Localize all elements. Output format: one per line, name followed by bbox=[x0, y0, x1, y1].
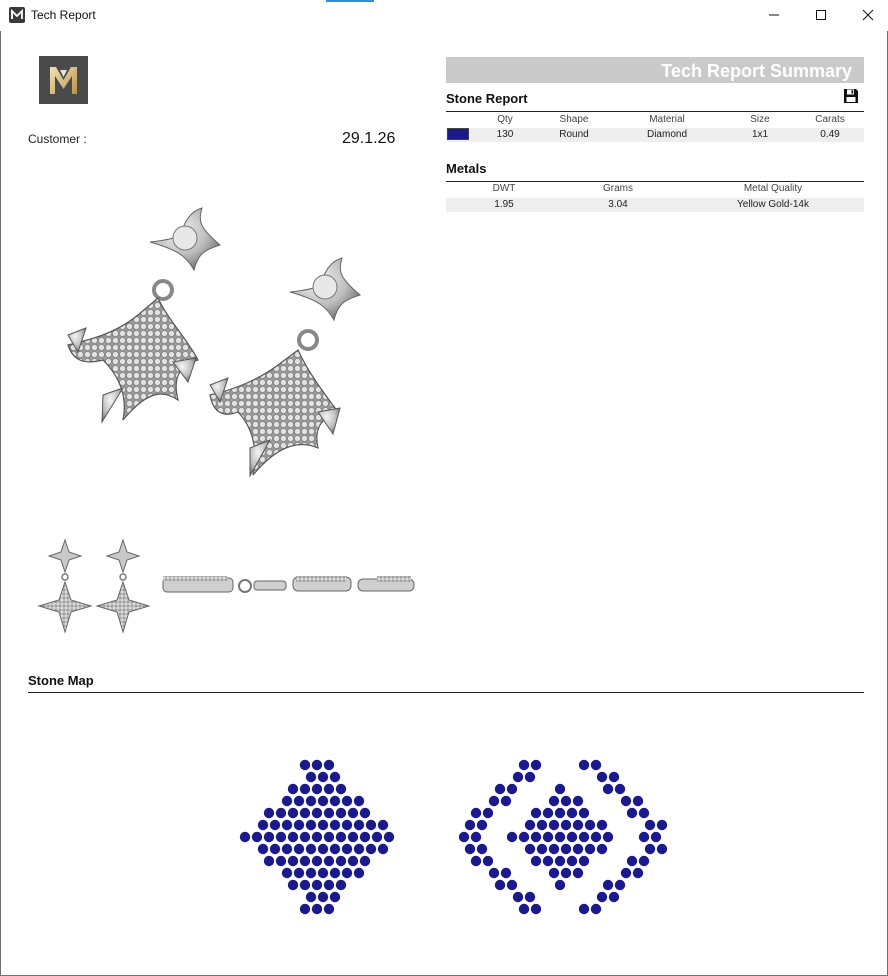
stone-dot bbox=[645, 844, 655, 854]
stone-dot bbox=[336, 856, 346, 866]
close-button[interactable] bbox=[845, 0, 888, 30]
stone-dot bbox=[258, 820, 268, 830]
save-icon[interactable] bbox=[843, 88, 859, 104]
stone-dot bbox=[639, 832, 649, 842]
stone-dot bbox=[597, 892, 607, 902]
stone-dot bbox=[336, 808, 346, 818]
window-title: Tech Report bbox=[31, 8, 96, 22]
stone-dot bbox=[525, 844, 535, 854]
stone-dot bbox=[579, 832, 589, 842]
stone-dot bbox=[465, 820, 475, 830]
stone-dot bbox=[312, 760, 322, 770]
stone-dot bbox=[567, 832, 577, 842]
summary-title: Tech Report Summary bbox=[661, 61, 852, 81]
stone-dot bbox=[537, 844, 547, 854]
stone-dot bbox=[603, 784, 613, 794]
stone-dot bbox=[330, 796, 340, 806]
stone-dot bbox=[300, 904, 310, 914]
stone-dot bbox=[531, 808, 541, 818]
stone-dot bbox=[306, 892, 316, 902]
metals-header-grams: Grams bbox=[603, 183, 633, 194]
stone-dot bbox=[483, 808, 493, 818]
stone-dot bbox=[300, 856, 310, 866]
stone-dot bbox=[324, 856, 334, 866]
stone-dot bbox=[471, 808, 481, 818]
stone-dot bbox=[318, 796, 328, 806]
stone-dot bbox=[300, 880, 310, 890]
stone-dot bbox=[294, 796, 304, 806]
stone-dot bbox=[597, 820, 607, 830]
stone-dot bbox=[615, 880, 625, 890]
stone-dot bbox=[591, 904, 601, 914]
maximize-icon bbox=[815, 9, 827, 21]
stone-dot bbox=[603, 880, 613, 890]
stone-dot bbox=[264, 832, 274, 842]
stone-dot bbox=[288, 856, 298, 866]
stone-dot bbox=[282, 796, 292, 806]
company-logo bbox=[39, 56, 88, 104]
thumb-right-earring bbox=[97, 540, 149, 632]
stone-dot bbox=[567, 856, 577, 866]
stone-dot bbox=[525, 892, 535, 902]
stone-dot bbox=[603, 832, 613, 842]
stone-dot bbox=[555, 856, 565, 866]
stone-dot bbox=[579, 760, 589, 770]
stone-color-swatch bbox=[447, 128, 469, 140]
stone-dot bbox=[330, 892, 340, 902]
stone-dot bbox=[318, 772, 328, 782]
stone-dot bbox=[507, 784, 517, 794]
stone-dot bbox=[348, 832, 358, 842]
stone-dot bbox=[354, 868, 364, 878]
front-view-thumbnail[interactable] bbox=[36, 538, 154, 634]
stone-dot bbox=[354, 820, 364, 830]
stone-dot bbox=[300, 760, 310, 770]
stone-dot bbox=[324, 880, 334, 890]
stone-dot bbox=[342, 844, 352, 854]
stone-dot bbox=[561, 820, 571, 830]
close-icon bbox=[862, 9, 874, 21]
stone-dot bbox=[537, 820, 547, 830]
stone-dot bbox=[318, 820, 328, 830]
minimize-button[interactable] bbox=[751, 0, 797, 30]
stone-dot bbox=[288, 832, 298, 842]
stone-dot bbox=[657, 844, 667, 854]
stone-dot bbox=[633, 868, 643, 878]
left-earring-shape bbox=[68, 208, 220, 422]
stone-dot bbox=[312, 808, 322, 818]
stone-dot bbox=[561, 796, 571, 806]
stone-dot bbox=[300, 832, 310, 842]
stone-dot bbox=[477, 820, 487, 830]
stone-dot bbox=[330, 844, 340, 854]
stone-dot bbox=[252, 832, 262, 842]
stone-dot bbox=[567, 808, 577, 818]
stone-dot bbox=[360, 808, 370, 818]
stone-dot bbox=[258, 844, 268, 854]
stone-dot bbox=[513, 892, 523, 902]
stone-header-carats: Carats bbox=[815, 114, 845, 125]
stone-qty: 130 bbox=[496, 129, 514, 140]
stone-map-rule bbox=[28, 692, 864, 693]
stone-dot bbox=[621, 868, 631, 878]
stone-dot bbox=[330, 868, 340, 878]
stone-dot bbox=[264, 808, 274, 818]
stone-carats: 0.49 bbox=[820, 129, 840, 140]
stone-dot bbox=[495, 784, 505, 794]
stone-dot bbox=[294, 868, 304, 878]
stone-dot bbox=[549, 796, 559, 806]
stone-dot bbox=[300, 784, 310, 794]
stone-dot bbox=[555, 784, 565, 794]
angle-view-thumbnail[interactable] bbox=[357, 573, 415, 595]
stone-dot bbox=[501, 796, 511, 806]
stone-dot bbox=[240, 832, 250, 842]
stone-dot bbox=[531, 760, 541, 770]
stone-dot bbox=[627, 856, 637, 866]
stone-dot bbox=[477, 844, 487, 854]
stone-dot bbox=[276, 856, 286, 866]
stone-dot bbox=[609, 772, 619, 782]
stone-dot bbox=[282, 820, 292, 830]
stone-map-title: Stone Map bbox=[28, 673, 94, 688]
stone-dot bbox=[348, 856, 358, 866]
stone-dot bbox=[651, 832, 661, 842]
stone-dot bbox=[384, 832, 394, 842]
stone-dot bbox=[597, 844, 607, 854]
stone-dot bbox=[282, 868, 292, 878]
stone-dot bbox=[519, 832, 529, 842]
stone-dot bbox=[324, 760, 334, 770]
stone-dot bbox=[501, 868, 511, 878]
maximize-button[interactable] bbox=[798, 0, 844, 30]
top-view-thumbnail[interactable] bbox=[292, 573, 352, 595]
stone-dot bbox=[591, 760, 601, 770]
stone-dot bbox=[483, 856, 493, 866]
stone-dot bbox=[294, 820, 304, 830]
metals-rule bbox=[446, 181, 864, 182]
stone-dot bbox=[330, 772, 340, 782]
minimize-icon bbox=[768, 9, 780, 21]
stone-dot bbox=[555, 832, 565, 842]
stone-header-material: Material bbox=[649, 114, 685, 125]
stone-dot bbox=[585, 844, 595, 854]
stone-dot bbox=[270, 844, 280, 854]
stone-dot bbox=[306, 868, 316, 878]
stone-dot bbox=[288, 880, 298, 890]
stone-dot bbox=[465, 844, 475, 854]
metals-title: Metals bbox=[446, 161, 487, 176]
stone-dot bbox=[579, 856, 589, 866]
stone-dot bbox=[513, 772, 523, 782]
stone-dot bbox=[306, 772, 316, 782]
stone-dot bbox=[324, 832, 334, 842]
stone-dot bbox=[318, 892, 328, 902]
stone-dot bbox=[324, 808, 334, 818]
stone-report-rule bbox=[446, 111, 864, 112]
stone-header-size: Size bbox=[750, 114, 770, 125]
stone-dot bbox=[597, 772, 607, 782]
stone-dot bbox=[270, 820, 280, 830]
stone-dot bbox=[354, 844, 364, 854]
stone-dot bbox=[318, 844, 328, 854]
app-logo-icon bbox=[9, 7, 25, 23]
title-bar bbox=[0, 0, 888, 31]
stone-dot bbox=[585, 820, 595, 830]
stone-dot bbox=[507, 832, 517, 842]
metal-quality: Yellow Gold-14k bbox=[737, 199, 809, 210]
stone-dot bbox=[306, 820, 316, 830]
stone-dot bbox=[312, 784, 322, 794]
stone-shape: Round bbox=[559, 129, 589, 140]
stone-dot bbox=[639, 856, 649, 866]
stone-dot bbox=[531, 832, 541, 842]
stone-dot bbox=[519, 904, 529, 914]
stone-map-diagram bbox=[230, 750, 670, 925]
stone-dot bbox=[324, 904, 334, 914]
stone-dot bbox=[471, 832, 481, 842]
stone-dot bbox=[543, 856, 553, 866]
stone-dot bbox=[354, 796, 364, 806]
stone-dot bbox=[489, 868, 499, 878]
stone-dot bbox=[342, 820, 352, 830]
stone-dot bbox=[549, 820, 559, 830]
stone-dot bbox=[360, 832, 370, 842]
stone-report-title: Stone Report bbox=[446, 91, 528, 106]
stone-dot bbox=[621, 796, 631, 806]
stone-dot bbox=[555, 808, 565, 818]
stone-dot bbox=[288, 808, 298, 818]
stone-dot bbox=[525, 820, 535, 830]
right-earring-shape bbox=[210, 258, 360, 476]
stone-dot bbox=[306, 844, 316, 854]
stone-dot bbox=[579, 904, 589, 914]
thumb-left-earring bbox=[39, 540, 91, 632]
stone-dot bbox=[471, 856, 481, 866]
stone-dot bbox=[633, 796, 643, 806]
stone-dot bbox=[549, 868, 559, 878]
stone-dot bbox=[312, 880, 322, 890]
stone-dot bbox=[609, 892, 619, 902]
metals-header-dwt: DWT bbox=[492, 183, 516, 194]
stone-dot bbox=[591, 832, 601, 842]
stone-dot bbox=[495, 880, 505, 890]
stone-dot bbox=[519, 760, 529, 770]
metal-grams: 3.04 bbox=[608, 199, 628, 210]
report-date: 29.1.26 bbox=[342, 130, 396, 147]
stone-dot bbox=[312, 832, 322, 842]
stone-dot bbox=[555, 880, 565, 890]
stone-dot bbox=[507, 880, 517, 890]
stone-material: Diamond bbox=[646, 129, 688, 140]
side-view-thumbnail[interactable] bbox=[162, 572, 287, 598]
stone-dot bbox=[489, 796, 499, 806]
stone-dot bbox=[312, 904, 322, 914]
stone-dot bbox=[378, 844, 388, 854]
stone-dot bbox=[342, 796, 352, 806]
stone-dot bbox=[318, 868, 328, 878]
stone-dot bbox=[615, 784, 625, 794]
title-accent bbox=[326, 0, 374, 2]
stone-dot bbox=[627, 808, 637, 818]
stone-dot bbox=[573, 868, 583, 878]
stone-dot bbox=[372, 832, 382, 842]
stone-dot bbox=[336, 832, 346, 842]
stone-dot bbox=[378, 820, 388, 830]
stone-dot bbox=[282, 844, 292, 854]
stone-dot bbox=[573, 796, 583, 806]
stone-header-shape: Shape bbox=[559, 114, 589, 125]
stone-dot bbox=[324, 784, 334, 794]
stone-dot bbox=[639, 808, 649, 818]
stone-dot bbox=[366, 844, 376, 854]
stone-dot bbox=[525, 772, 535, 782]
summary-header-bar bbox=[446, 57, 864, 83]
stone-dot bbox=[657, 820, 667, 830]
stone-dot bbox=[543, 808, 553, 818]
stone-dot bbox=[573, 844, 583, 854]
earrings-render-image bbox=[28, 190, 398, 500]
stone-dot bbox=[306, 796, 316, 806]
stone-dot bbox=[561, 868, 571, 878]
stone-dot bbox=[294, 844, 304, 854]
metals-header-quality: Metal Quality bbox=[743, 183, 803, 194]
stone-dot bbox=[300, 808, 310, 818]
stone-dot bbox=[360, 856, 370, 866]
stone-dot bbox=[312, 856, 322, 866]
stone-dot bbox=[549, 844, 559, 854]
stone-dot bbox=[579, 808, 589, 818]
stone-dot bbox=[543, 832, 553, 842]
stone-dot bbox=[342, 868, 352, 878]
stone-dot bbox=[573, 820, 583, 830]
stone-dot bbox=[645, 820, 655, 830]
stone-dot bbox=[531, 904, 541, 914]
stone-dot bbox=[531, 856, 541, 866]
stone-dot bbox=[348, 808, 358, 818]
stone-size: 1x1 bbox=[751, 129, 769, 140]
stone-dot bbox=[561, 844, 571, 854]
stone-dot bbox=[276, 832, 286, 842]
stone-dot bbox=[459, 832, 469, 842]
customer-label: Customer : bbox=[28, 132, 87, 146]
stone-header-qty: Qty bbox=[497, 114, 513, 125]
stone-dot bbox=[366, 820, 376, 830]
stone-dot bbox=[264, 856, 274, 866]
stone-dot bbox=[276, 808, 286, 818]
metal-dwt: 1.95 bbox=[494, 199, 514, 210]
stone-dot bbox=[330, 820, 340, 830]
stone-dot bbox=[336, 880, 346, 890]
stone-dot bbox=[336, 784, 346, 794]
stone-dot bbox=[288, 784, 298, 794]
